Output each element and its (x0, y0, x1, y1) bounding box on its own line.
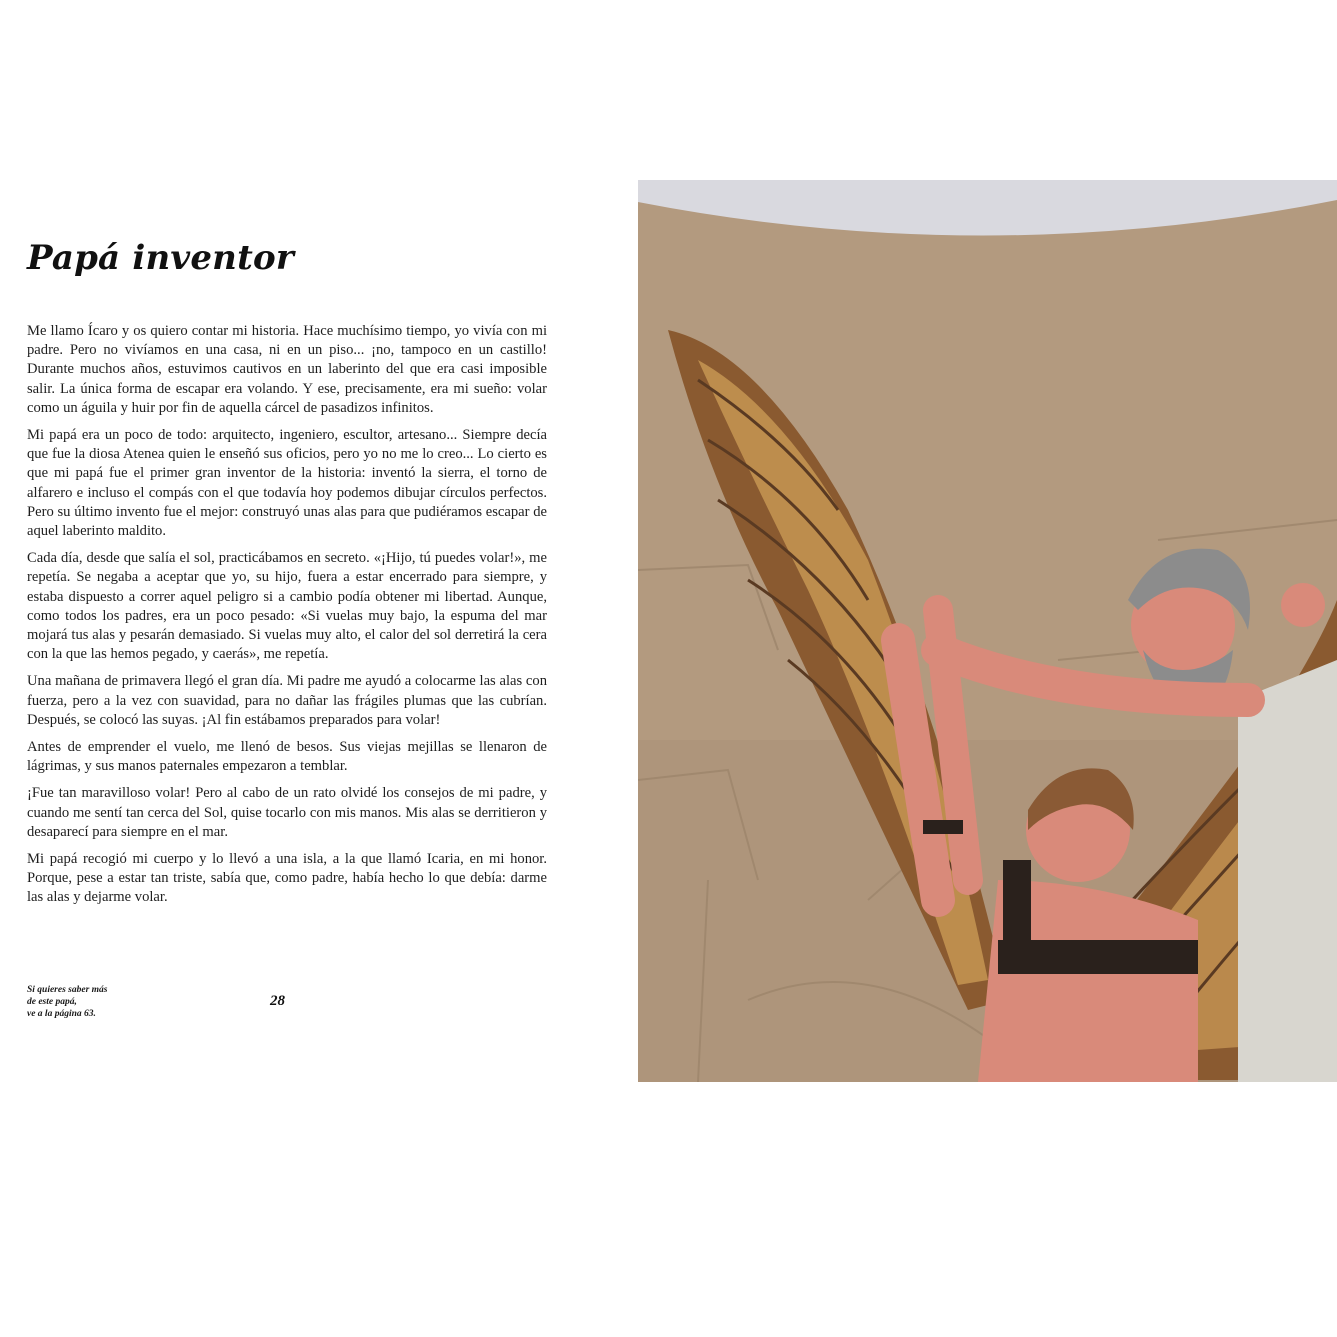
footnote-line: ve a la página 63. (27, 1009, 96, 1019)
icarus-daedalus-illustration (638, 180, 1337, 1082)
footnote-line: de este papá, (27, 997, 77, 1007)
paragraph: Me llamo Ícaro y os quiero contar mi historia. Hace muchísimo tiempo, yo vivía con mi padre. Pero no vivíamos en una casa, ni en un piso... ¡no, tampoco en un castillo! Durante muchos años, estuvimos cautivos en un laberinto del que era casi imposible salir. La única forma de escapar era volando. Y ese, precisamente, era mi sueño: volar como un águila y huir por fin de aquella cárcel de pasadizos infinitos. (27, 323, 547, 416)
illustration (638, 180, 1337, 1082)
arm-band (923, 820, 963, 834)
left-page (0, 0, 638, 1337)
paragraph: ¡Fue tan maravilloso volar! Pero al cabo de un rato olvidé los consejos de mi padre, y cuando me sentí tan cerca del Sol, quise tocarlo con mis manos. Mis alas se derritieron y desaparecí para siempre en el mar. (27, 785, 547, 840)
paragraph: Antes de emprender el vuelo, me llenó de besos. Sus viejas mejillas se llenaron de lágrimas, y sus manos paternales empezaron a temblar. (27, 739, 547, 775)
page-title: Papá inventor (27, 238, 294, 278)
robe (1238, 660, 1337, 1082)
footnote-line: Si quieres saber más (27, 985, 108, 995)
shoulder-strap (1003, 860, 1031, 970)
paragraph: Una mañana de primavera llegó el gran día. Mi padre me ayudó a colocarme las alas con fuerza, pero a la vez con suavidad, para no dañar las frágiles plumas que las cubrían. Después, se colocó las suyas. ¡Al fin estábamos preparados para volar! (27, 673, 547, 728)
story-text (27, 322, 547, 916)
paragraph: Mi papá recogió mi cuerpo y lo llevó a una isla, a la que llamó Icaria, en mi honor. Porque, pese a estar tan triste, sabía que, como padre, había hecho lo que debía: darme las alas y dejarme volar. (27, 851, 547, 906)
father-hand (1281, 583, 1325, 627)
paragraph: Mi papá era un poco de todo: arquitecto, ingeniero, escultor, artesano... Siempre decía que fue la diosa Atenea quien le enseñó sus oficios, pero yo no me lo creo... Lo cierto es que mi papá fue el primer gran inventor de la historia: inventó la sierra, el torno de alfarero e incluso el compás con el que todavía hoy podemos dibujar círculos perfectos. Pero su último invento fue el mejor: construyó unas alas para que pudiéramos escapar de aquel laberinto maldito. (27, 427, 547, 540)
paragraph: Cada día, desde que salía el sol, practicábamos en secreto. «¡Hijo, tú puedes volar!», me repetía. Se negaba a aceptar que yo, su hijo, fuera a estar encerrado para siempre, y estaba dispuesto a correr aquel peligro si a cambio podía obtener mi libertad. Aunque, como todos los padres, era un poco pesado: «Si vuelas muy bajo, la espuma del mar mojará tus alas y pesarán demasiado. Si vuelas muy alto, el calor del sol derretirá la cera con la que las hemos pegado, y caerás», me repetía. (27, 550, 547, 663)
page-number: 28 (270, 993, 285, 1009)
footnote (27, 984, 147, 1020)
